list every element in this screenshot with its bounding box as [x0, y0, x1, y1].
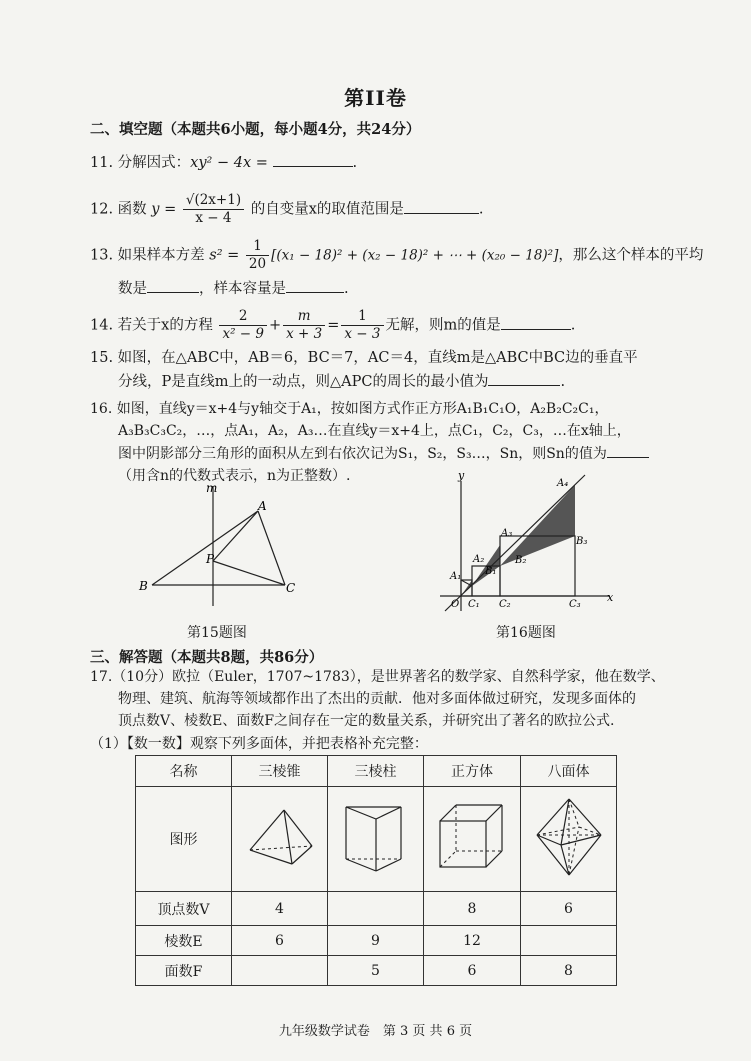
q14-answer-blank[interactable] [501, 315, 571, 330]
figure-15-caption: 第15题图 [187, 625, 247, 641]
figure-15 [130, 478, 320, 608]
table-cell-blank[interactable] [328, 892, 424, 926]
question-17-line3: 顶点数V、棱数E、面数F之间存在一定的数量关系，并研究出了著名的欧拉公式. [118, 713, 615, 729]
table-cell: 6 [232, 926, 328, 956]
header-tetrahedron: 三棱锥 [232, 756, 328, 787]
page-title: 第II卷 [344, 86, 407, 110]
q13-line2-a: 数是 [118, 281, 147, 297]
q14-f2-num: m [283, 308, 325, 326]
q14-fraction-1 [219, 308, 267, 343]
tetrahedron-figure [240, 802, 320, 872]
q13-prefix: 13. 如果样本方差 [90, 247, 205, 264]
q16-line3-text: 图中阴影部分三角形的面积从左到右依次记为S₁，S₂，S₃…，Sn，则Sn的值为 [118, 446, 607, 462]
q13-line2-b: ，样本容量是 [199, 281, 286, 297]
label-a2: A₂ [473, 554, 485, 565]
q11-expr: xy² − 4x = [190, 155, 268, 171]
label-o: O [451, 599, 460, 610]
q13-bracket: [(x₁ − 18)² + (x₂ − 18)² + ⋯ + (x₂₀ − 18)²] [271, 247, 559, 264]
line-y-x-plus-4 [445, 475, 588, 611]
header-octahedron: 八面体 [521, 756, 617, 787]
q15-answer-blank[interactable] [488, 371, 560, 386]
label-a3: A₃ [501, 528, 513, 539]
label-y: y [458, 473, 465, 482]
question-16-line2: A₃B₃C₃C₂，…，点A₁，A₂，A₃…在直线y＝x+4上，点C₁，C₂，C₃，…在x轴上， [118, 423, 631, 439]
q14-f3-num: 1 [341, 308, 383, 326]
figure-16-caption: 第16题图 [496, 625, 556, 641]
q14-fraction-2 [283, 308, 325, 343]
q12-answer-blank[interactable] [404, 199, 479, 214]
question-13-line1 [90, 238, 703, 273]
octahedron-figure-cell [521, 787, 617, 892]
q14-f3-den: x − 3 [344, 326, 381, 342]
q15-line2-end: . [560, 374, 566, 390]
question-17-line1: 17.（10分）欧拉（Euler，1707~1783），是世界著名的数学家、自然科学家，他在数学、 [90, 669, 665, 685]
label-c: C [286, 581, 296, 595]
q11-end: . [352, 155, 358, 171]
q13-coefficient [246, 238, 269, 273]
q14-prefix: 14. 若关于x的方程 [90, 317, 213, 334]
question-15-line1: 15. 如图，在△ABC中，AB＝6，BC＝7，AC＝4，直线m是△ABC中BC边的垂直平 [90, 350, 638, 366]
table-row-faces [136, 956, 617, 986]
question-15-line2 [118, 371, 565, 392]
label-c1: C₁ [468, 599, 480, 610]
table-cell: 4 [232, 892, 328, 926]
question-17-line2: 物理、建筑、航海等领域都作出了杰出的贡献．他对多面体做过研究，发现多面体的 [118, 691, 636, 707]
label-c2: C₂ [499, 599, 511, 610]
question-11 [90, 152, 357, 173]
table-row-edges [136, 926, 617, 956]
q12-denominator: x − 4 [195, 210, 232, 226]
label-b3: B₃ [576, 536, 588, 547]
row-label: 顶点数V [136, 892, 232, 926]
q12-numerator: √(2x+1) [183, 192, 244, 210]
q11-answer-blank[interactable] [273, 152, 353, 167]
table-figure-row [136, 787, 617, 892]
header-name: 名称 [136, 756, 232, 787]
table-cell-blank[interactable] [521, 926, 617, 956]
question-17-part1: （1）【数一数】观察下列多面体，并把表格补充完整： [90, 736, 428, 752]
label-b2: B₂ [515, 555, 527, 566]
q13-mean-blank[interactable] [147, 278, 199, 293]
q15-line2-text: 分线，P是直线m上的一动点，则△APC的周长的最小值为 [118, 374, 489, 390]
table-cell: 9 [328, 926, 424, 956]
q14-after: 无解，则m的值是 [385, 317, 501, 334]
polyhedra-table [135, 755, 617, 986]
question-16-line3 [118, 443, 649, 464]
q13-line2-end: . [344, 281, 349, 297]
figure-row-label: 图形 [136, 787, 232, 892]
question-13-line2 [118, 278, 349, 299]
table-header-row [136, 756, 617, 787]
q11-prefix: 11. 分解因式： [90, 155, 191, 171]
q12-fraction [183, 192, 244, 227]
q13-s2: s² = [209, 247, 240, 264]
q12-y-eq: y = [151, 201, 177, 218]
q14-fraction-3 [341, 308, 383, 343]
tetrahedron-figure-cell [232, 787, 328, 892]
q13-coef-num: 1 [246, 238, 269, 256]
q13-coef-den: 20 [248, 256, 267, 272]
q14-plus: + [268, 317, 282, 334]
segment-ab [152, 511, 258, 585]
q13-line1-end: ，那么这个样本的平均 [558, 247, 704, 264]
label-b1: B₁ [485, 566, 497, 577]
q13-size-blank[interactable] [286, 278, 344, 293]
table-cell-blank[interactable] [232, 956, 328, 986]
row-label: 棱数E [136, 926, 232, 956]
header-cube: 正方体 [424, 756, 521, 787]
q12-after: 的自变量x的取值范围是 [250, 201, 404, 218]
table-cell: 6 [424, 956, 521, 986]
q12-prefix: 12. 函数 [90, 201, 147, 218]
label-b: B [139, 579, 148, 593]
prism-figure-cell [328, 787, 424, 892]
q16-answer-blank[interactable] [607, 443, 649, 458]
label-c3: C₃ [569, 599, 581, 610]
q14-f1-num: 2 [219, 308, 267, 326]
q12-end: . [478, 201, 484, 218]
table-cell: 5 [328, 956, 424, 986]
question-14 [90, 308, 575, 343]
prism-figure [336, 797, 416, 877]
question-16-line4: （用含n的代数式表示，n为正整数）. [118, 468, 351, 484]
segment-ap [213, 511, 258, 561]
page-footer: 九年级数学试卷 第 3 页 共 6 页 [278, 1024, 473, 1039]
shaded-triangle-s3 [500, 485, 575, 566]
table-cell: 8 [424, 892, 521, 926]
segment-pc [213, 561, 285, 585]
header-prism: 三棱柱 [328, 756, 424, 787]
question-16-line1: 16. 如图，直线y＝x+4与y轴交于A₁，按如图方式作正方形A₁B₁C₁O，A₂B₂C₂C₁， [90, 401, 609, 417]
q14-end: . [570, 317, 576, 334]
octahedron-figure [529, 795, 609, 879]
q14-f2-den: x + 3 [286, 326, 323, 342]
label-a4: A₄ [557, 478, 569, 489]
table-cell: 8 [521, 956, 617, 986]
table-cell: 12 [424, 926, 521, 956]
table-cell: 6 [521, 892, 617, 926]
label-x: x [607, 591, 614, 604]
q14-eq: = [327, 317, 340, 334]
question-12 [90, 192, 484, 227]
label-a1: A₁ [450, 571, 462, 582]
label-a: A [258, 499, 267, 513]
table-row-vertices [136, 892, 617, 926]
cube-figure [432, 797, 512, 877]
figure-16 [440, 473, 620, 613]
cube-figure-cell [424, 787, 521, 892]
row-label: 面数F [136, 956, 232, 986]
section2-header: 二、填空题（本题共6小题，每小题4分，共24分） [90, 121, 421, 138]
section3-header: 三、解答题（本题共8题，共86分） [90, 649, 324, 666]
label-p: P [206, 552, 215, 566]
segment-ac [258, 511, 285, 585]
q14-f1-den: x² − 9 [222, 326, 264, 342]
label-m: m [206, 481, 218, 495]
